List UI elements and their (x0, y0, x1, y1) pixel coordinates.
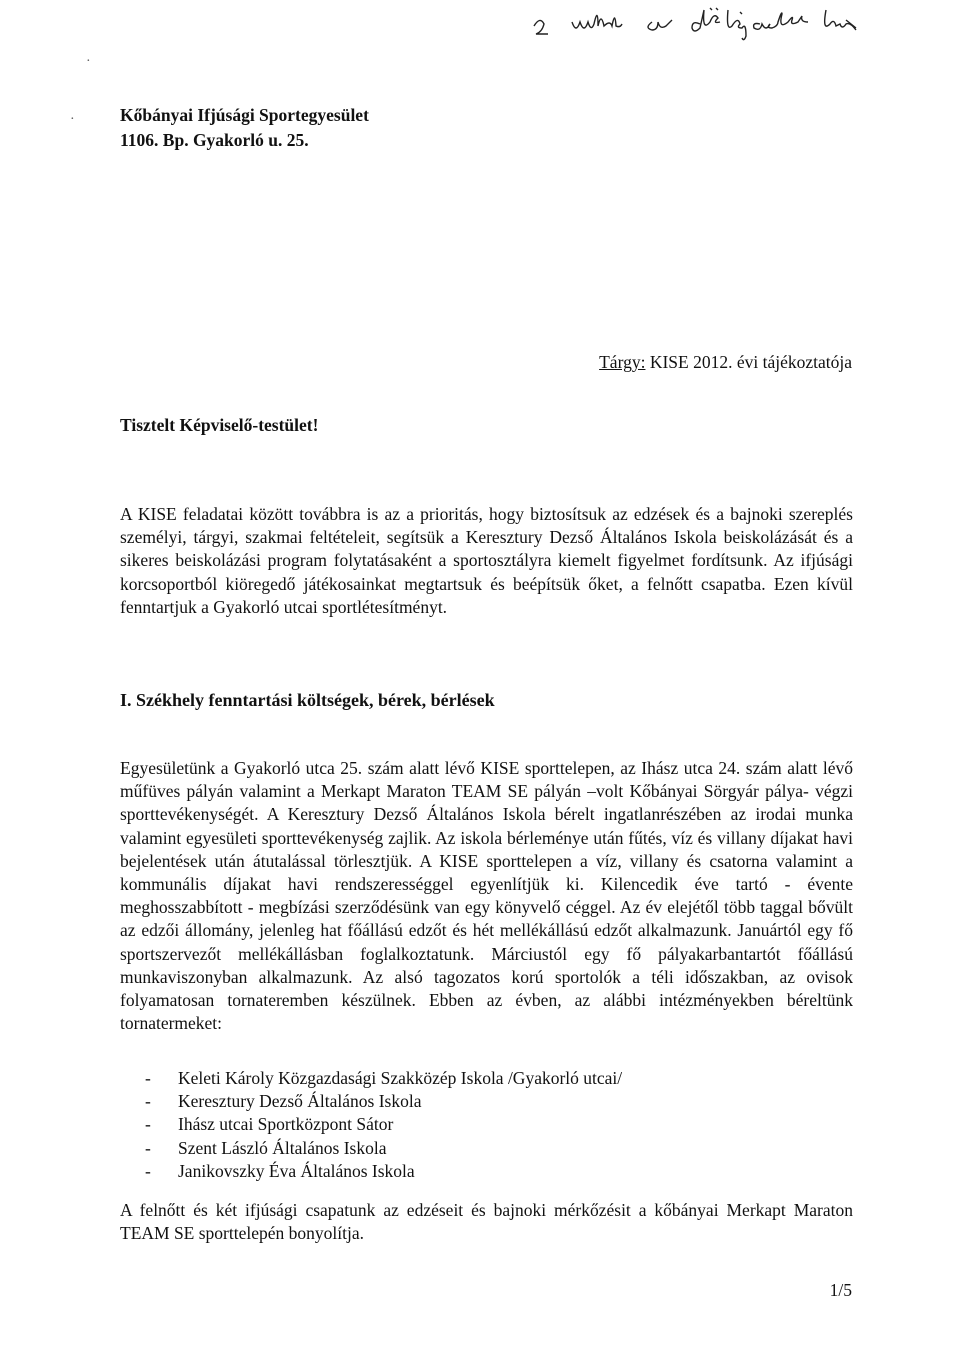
margin-speck: · (86, 54, 91, 69)
sender-name: Kőbányai Ifjúsági Sportegyesület (120, 105, 369, 125)
sender-block (120, 103, 369, 153)
list-item: - Ihász utcai Sportközpont Sátor (120, 1113, 622, 1136)
venue-list (120, 1067, 622, 1183)
sender-address: 1106. Bp. Gyakorló u. 25. (120, 130, 309, 150)
page-number: 1/5 (829, 1280, 852, 1300)
salutation: Tisztelt Képviselő-testület! (120, 415, 319, 435)
subject-text: KISE 2012. évi tájékoztatója (649, 352, 852, 372)
subject-line (599, 352, 852, 373)
margin-speck: · (70, 112, 75, 127)
closing-paragraph: A felnőtt és két ifjúsági csapatunk az edzéseit és bajnoki mérkőzésit a kőbányai Merkapt Maraton TEAM SE sporttelepén bonyolítja. (120, 1200, 853, 1244)
list-item: - Janikovszky Éva Általános Iskola (120, 1160, 622, 1183)
section-heading: I. Székhely fenntartási költségek, bérek, bérlések (120, 690, 495, 710)
subject-label: Tárgy: (599, 352, 646, 372)
intro-paragraph: A KISE feladatai között továbbra is az a prioritás, hogy biztosítsuk az edzések és a bajnoki szereplés személyi, tárgyi, szakmai feltételeit, segítsük a Keresztury Dezső Általános Iskola beiskolázását és a sikeres beiskolázási program folytatásaként a sportosztályra kiemelt figyelmet fordítsunk. Az ifjúsági korcsoportból kiöregedő játékosainkat megtartsuk és beépítsük őket, a felnőtt csapatba. Ezen kívül fenntartjuk a Gyakorló utcai sportlétesítményt. (120, 504, 853, 617)
handwritten-annotation (528, 2, 886, 42)
list-item: - Keresztury Dezső Általános Iskola (120, 1090, 622, 1113)
section1-paragraph: Egyesületünk a Gyakorló utca 25. szám alatt lévő KISE sporttelepen, az Ihász utca 24. szám alatt lévő műfüves pályán valamint a Merkapt Maraton TEAM SE pályán –volt Kőbányai Sörgyár pálya- végzi sporttevékenységét. A Keresztury Dezső Általános Iskola bérelt ingatlanrészében az irodai munka valamint egyesületi sporttevékenység zajlik. Az iskola bérleménye után fűtés, víz és villany díjakat havi bejelentések után átutalással törlesztjük. A KISE sporttelepen a víz, villany és csatorna valamint a kommunális díjakat havi rendszerességgel egyenlítjük ki. Kilencedik éve tartó - évente meghosszabbított - megbízási szerződésünk van egy könyvelő céggel. Az év elejétől több taggal bővült az edzői állomány, jelenleg hat főállású edzőt és hét mellékállású edzőt alkalmazunk. Januártól egy fő sportszervezőt mellékállásban foglalkoztatunk. Márciustól egy fő pályakarbantartót főállású munkaviszonyban alkalmazunk. Az alsó tagozatos korú sportolók a téli időszakban, az ovisok folyamatosan tornateremben készülnek. Ebben az évben, az alábbi intézményekben béreltünk tornatermeket: (120, 758, 853, 1034)
handwritten-annotation-drawing (528, 2, 886, 42)
list-item: - Keleti Károly Közgazdasági Szakközép Iskola /Gyakorló utcai/ (120, 1067, 622, 1090)
list-item: - Szent László Általános Iskola (120, 1137, 622, 1160)
